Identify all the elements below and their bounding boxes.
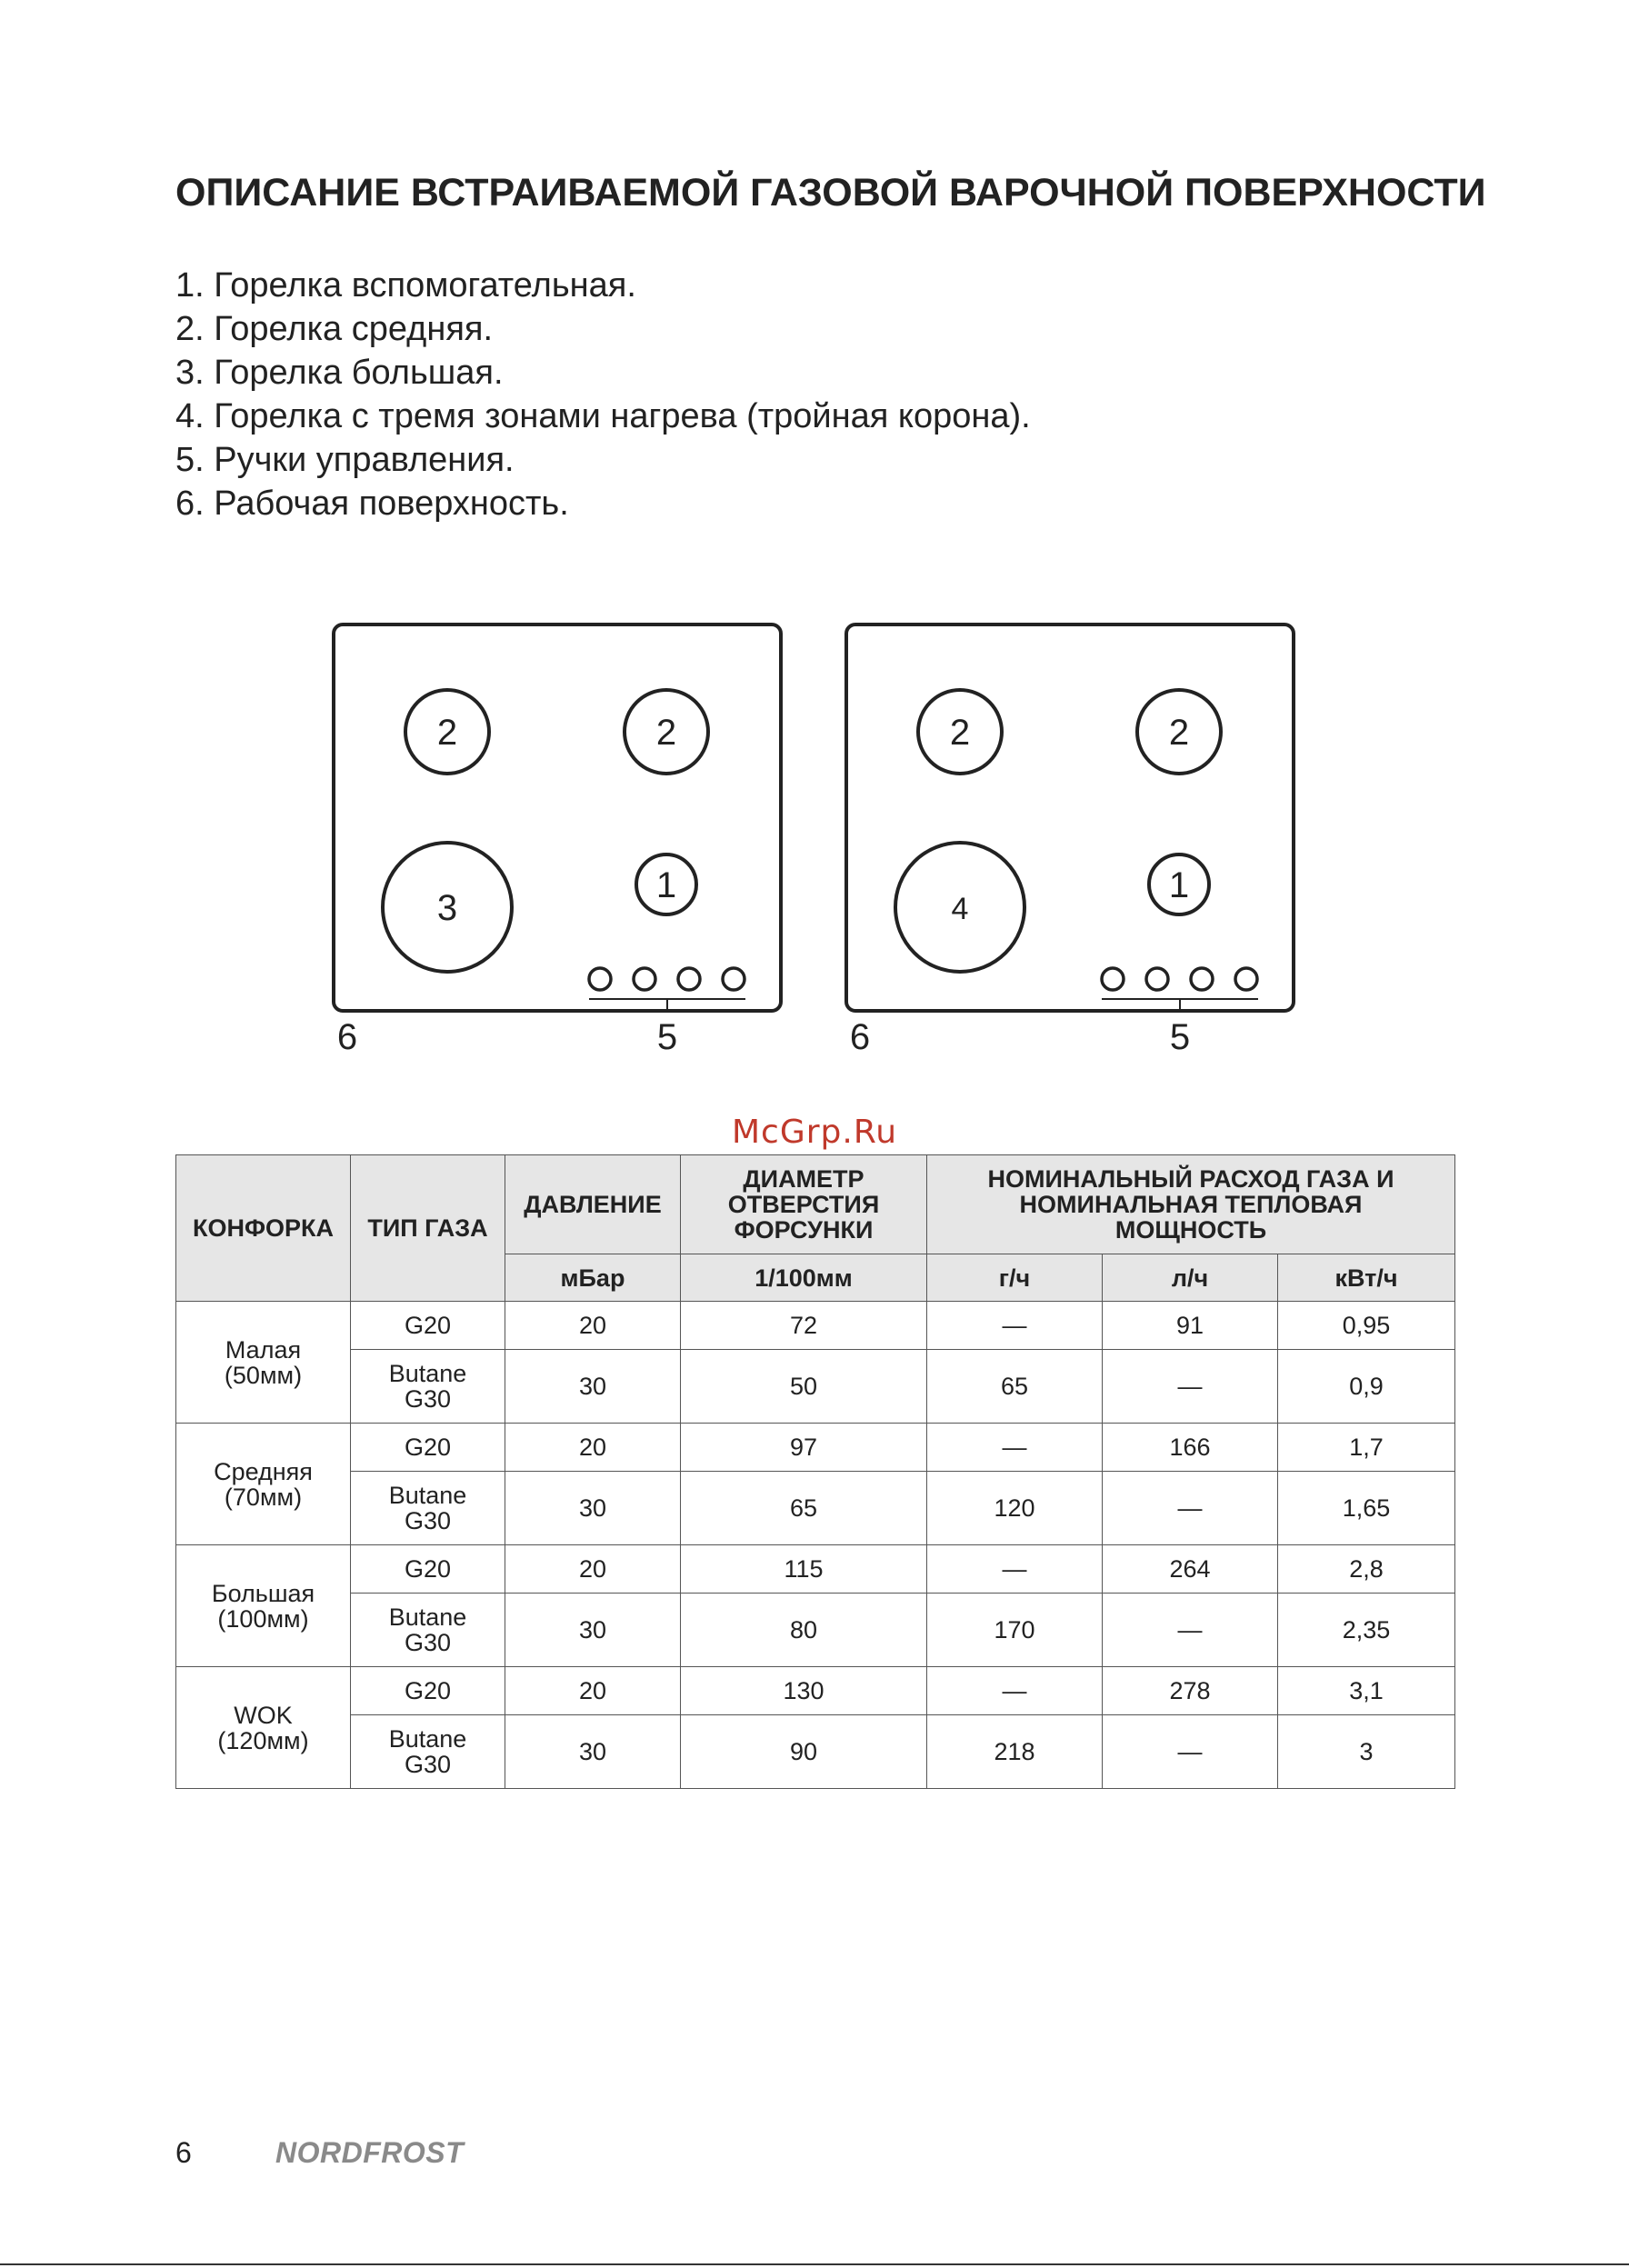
header-burner: КОНФОРКА — [176, 1155, 351, 1302]
burner-name-cell: Малая (50мм) — [176, 1302, 351, 1424]
table-row — [176, 1715, 1455, 1789]
header-gas-type: ТИП ГАЗА — [351, 1155, 505, 1302]
diameter-cell: 97 — [681, 1424, 927, 1472]
pressure-cell: 20 — [505, 1424, 681, 1472]
lh-cell: — — [1103, 1472, 1278, 1545]
unit-pressure: мБар — [505, 1254, 681, 1302]
header-pressure: ДАВЛЕНИЕ — [505, 1155, 681, 1254]
diameter-cell: 72 — [681, 1302, 927, 1350]
kw-cell: 1,65 — [1278, 1472, 1455, 1545]
kw-cell: 1,7 — [1278, 1424, 1455, 1472]
gas-type-cell: G20 — [351, 1667, 505, 1715]
lh-cell: 278 — [1103, 1667, 1278, 1715]
lh-cell: — — [1103, 1594, 1278, 1667]
kw-cell: 2,8 — [1278, 1545, 1455, 1594]
lh-cell: 91 — [1103, 1302, 1278, 1350]
table-row — [176, 1350, 1455, 1424]
gh-cell: 218 — [927, 1715, 1103, 1789]
gh-cell: — — [927, 1667, 1103, 1715]
kw-cell: 2,35 — [1278, 1594, 1455, 1667]
page-bottom-rule — [0, 2263, 1629, 2265]
knobs-label: 5 — [656, 1017, 678, 1057]
table-row — [176, 1302, 1455, 1350]
burner-label: 1 — [655, 865, 677, 905]
gh-cell: 65 — [927, 1350, 1103, 1424]
pressure-cell: 20 — [505, 1667, 681, 1715]
kw-cell: 3,1 — [1278, 1667, 1455, 1715]
component-list — [175, 264, 1031, 525]
gh-cell: 170 — [927, 1594, 1103, 1667]
burner-name-cell: WOK (120мм) — [176, 1667, 351, 1789]
page-title: ОПИСАНИЕ ВСТРАИВАЕМОЙ ГАЗОВОЙ ВАРОЧНОЙ ПОВЕРХНОСТИ — [175, 171, 1486, 215]
burner-label: 4 — [951, 892, 969, 926]
lh-cell: — — [1103, 1715, 1278, 1789]
unit-diameter: 1/100мм — [681, 1254, 927, 1302]
knob-icon — [589, 968, 611, 990]
surface-label: 6 — [849, 1017, 871, 1057]
gas-type-cell: G20 — [351, 1424, 505, 1472]
page-number: 6 — [175, 2136, 192, 2169]
gh-cell: — — [927, 1424, 1103, 1472]
gas-type-cell: G20 — [351, 1545, 505, 1594]
knob-icon — [1102, 968, 1124, 990]
diameter-cell: 80 — [681, 1594, 927, 1667]
burner-name-cell: Большая (100мм) — [176, 1545, 351, 1667]
gas-type-cell: Butane G30 — [351, 1472, 505, 1545]
list-item: 6. Рабочая поверхность. — [175, 485, 569, 523]
kw-cell: 3 — [1278, 1715, 1455, 1789]
unit-lh: л/ч — [1103, 1254, 1278, 1302]
pressure-cell: 20 — [505, 1302, 681, 1350]
list-item: 4. Горелка с тремя зонами нагрева (тройная корона). — [175, 397, 1031, 435]
burner-label: 3 — [436, 888, 458, 928]
diameter-cell: 65 — [681, 1472, 927, 1545]
table-row — [176, 1472, 1455, 1545]
pressure-cell: 30 — [505, 1594, 681, 1667]
kw-cell: 0,9 — [1278, 1350, 1455, 1424]
lh-cell: — — [1103, 1350, 1278, 1424]
pressure-cell: 30 — [505, 1472, 681, 1545]
unit-kw: кВт/ч — [1278, 1254, 1455, 1302]
hob-right — [846, 624, 1294, 1057]
knobs-label: 5 — [1169, 1017, 1191, 1057]
lh-cell: 166 — [1103, 1424, 1278, 1472]
table-row — [176, 1424, 1455, 1472]
gas-type-cell: G20 — [351, 1302, 505, 1350]
diameter-cell: 90 — [681, 1715, 927, 1789]
gas-type-cell: Butane G30 — [351, 1594, 505, 1667]
header-consumption: НОМИНАЛЬНЫЙ РАСХОД ГАЗА И НОМИНАЛЬНАЯ ТЕПЛОВАЯ МОЩНОСТЬ — [927, 1155, 1455, 1254]
burner-label: 2 — [1168, 713, 1190, 753]
knob-icon — [1235, 968, 1257, 990]
list-item: 5. Ручки управления. — [175, 441, 515, 479]
pressure-cell: 30 — [505, 1350, 681, 1424]
knob-icon — [678, 968, 700, 990]
list-item: 2. Горелка средняя. — [175, 310, 494, 348]
diameter-cell: 115 — [681, 1545, 927, 1594]
burner-label: 2 — [949, 713, 971, 753]
list-item: 3. Горелка большая. — [175, 354, 504, 392]
unit-gh: г/ч — [927, 1254, 1103, 1302]
gas-type-cell: Butane G30 — [351, 1350, 505, 1424]
watermark: McGrp.Ru — [731, 1114, 898, 1151]
gh-cell: 120 — [927, 1472, 1103, 1545]
hob-left — [334, 624, 781, 1057]
kw-cell: 0,95 — [1278, 1302, 1455, 1350]
gas-type-cell: Butane G30 — [351, 1715, 505, 1789]
burner-label: 2 — [436, 713, 458, 753]
hob-diagram — [0, 618, 1629, 1073]
pressure-cell: 30 — [505, 1715, 681, 1789]
table-row — [176, 1545, 1455, 1594]
burner-name-cell: Средняя (70мм) — [176, 1424, 351, 1545]
table-row — [176, 1667, 1455, 1715]
gh-cell: — — [927, 1545, 1103, 1594]
gh-cell: — — [927, 1302, 1103, 1350]
knob-icon — [1191, 968, 1213, 990]
knob-icon — [1146, 968, 1168, 990]
knob-icon — [723, 968, 745, 990]
brand-logo: NORDFROST — [275, 2136, 465, 2169]
burner-spec-table — [175, 1154, 1455, 1789]
list-item: 1. Горелка вспомогательная. — [175, 266, 636, 305]
header-diameter: ДИАМЕТР ОТВЕРСТИЯ ФОРСУНКИ — [681, 1155, 927, 1254]
diameter-cell: 130 — [681, 1667, 927, 1715]
pressure-cell: 20 — [505, 1545, 681, 1594]
burner-label: 2 — [655, 713, 677, 753]
table-row — [176, 1594, 1455, 1667]
lh-cell: 264 — [1103, 1545, 1278, 1594]
knob-icon — [634, 968, 655, 990]
diameter-cell: 50 — [681, 1350, 927, 1424]
surface-label: 6 — [336, 1017, 358, 1057]
burner-label: 1 — [1168, 865, 1190, 905]
